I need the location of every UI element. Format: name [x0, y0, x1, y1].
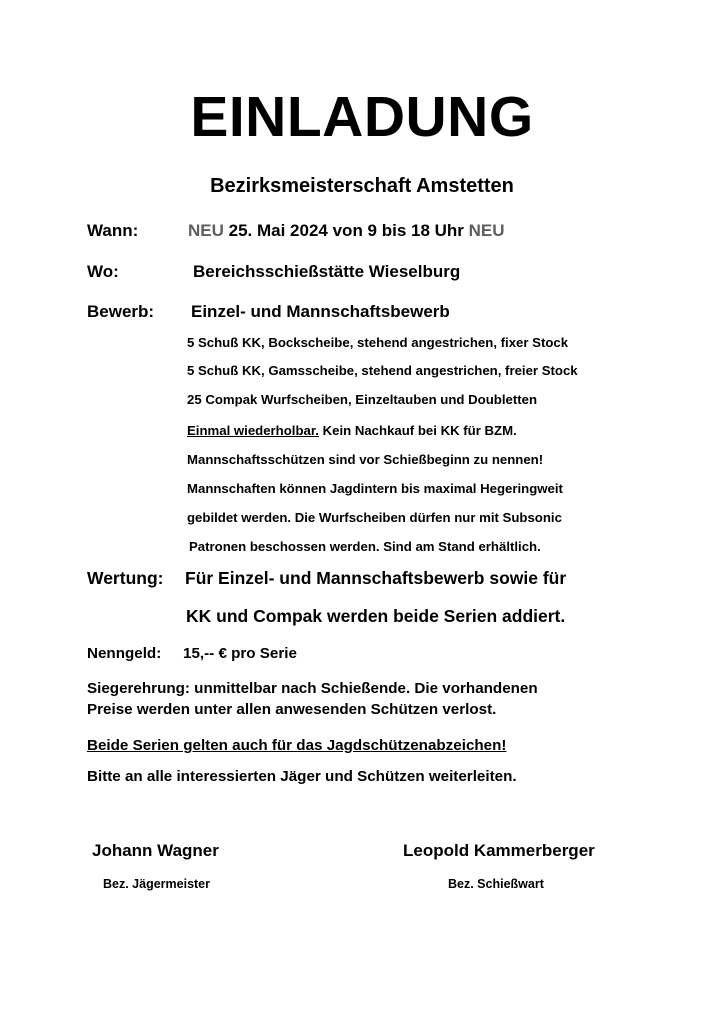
nenngeld-label: Nenngeld:	[87, 645, 162, 662]
bewerb-note-3: gebildet werden. Die Wurfscheiben dürfen nur mit Subsonic	[187, 510, 562, 525]
neu-suffix: NEU	[468, 221, 505, 240]
signature-role-kammerberger: Bez. Schießwart	[448, 877, 544, 891]
wann-date: 25. Mai 2024 von 9 bis 18 Uhr	[228, 221, 464, 240]
wertung-line-2: KK und Compak werden beide Serien addiert.	[186, 606, 566, 626]
signature-role-wagner: Bez. Jägermeister	[103, 877, 211, 891]
neu-prefix: NEU	[188, 221, 224, 240]
bewerb-detail-1: 5 Schuß KK, Bockscheibe, stehend angestrichen, fixer Stock	[187, 335, 569, 350]
signature-name-kammerberger: Leopold Kammerberger	[403, 841, 595, 860]
wertung-label: Wertung:	[87, 568, 164, 588]
einmal-underlined: Einmal wiederholbar.	[187, 423, 319, 438]
siegerehrung-line-1: Siegerehrung: unmittelbar nach Schießende. Die vorhandenen	[87, 680, 538, 697]
wann-label: Wann:	[87, 221, 139, 240]
bewerb-note-1: Mannschaftsschützen sind vor Schießbeginn zu nennen!	[187, 452, 544, 467]
abzeichen-notice: Beide Serien gelten auch für das Jagdschützenabzeichen!	[87, 737, 507, 754]
bewerb-value: Einzel- und Mannschaftsbewerb	[191, 302, 450, 321]
bewerb-note-4: Patronen beschossen werden. Sind am Stand erhältlich.	[189, 539, 541, 554]
weiterleiten-notice: Bitte an alle interessierten Jäger und Schützen weiterleiten.	[87, 768, 517, 785]
signature-name-wagner: Johann Wagner	[92, 841, 219, 860]
wo-label: Wo:	[87, 262, 119, 281]
wertung-line-1: Für Einzel- und Mannschaftsbewerb sowie für	[185, 568, 567, 588]
wann-value	[188, 221, 505, 241]
bewerb-label: Bewerb:	[87, 302, 155, 321]
bewerb-note-2: Mannschaften können Jagdintern bis maximal Hegeringweit	[187, 481, 563, 496]
siegerehrung-line-2: Preise werden unter allen anwesenden Schützen verlost.	[87, 701, 497, 718]
bewerb-einmal-line	[187, 423, 517, 438]
wo-value: Bereichsschießstätte Wieselburg	[193, 262, 461, 281]
bewerb-detail-3: 25 Compak Wurfscheiben, Einzeltauben und Doubletten	[187, 392, 537, 407]
nenngeld-value: 15,-- € pro Serie	[183, 645, 297, 662]
einmal-rest: Kein Nachkauf bei KK für BZM.	[318, 423, 517, 438]
bewerb-detail-2: 5 Schuß KK, Gamsscheibe, stehend angestrichen, freier Stock	[187, 363, 578, 378]
page-title: EINLADUNG	[190, 85, 534, 149]
page-subtitle: Bezirksmeisterschaft Amstetten	[210, 175, 514, 197]
